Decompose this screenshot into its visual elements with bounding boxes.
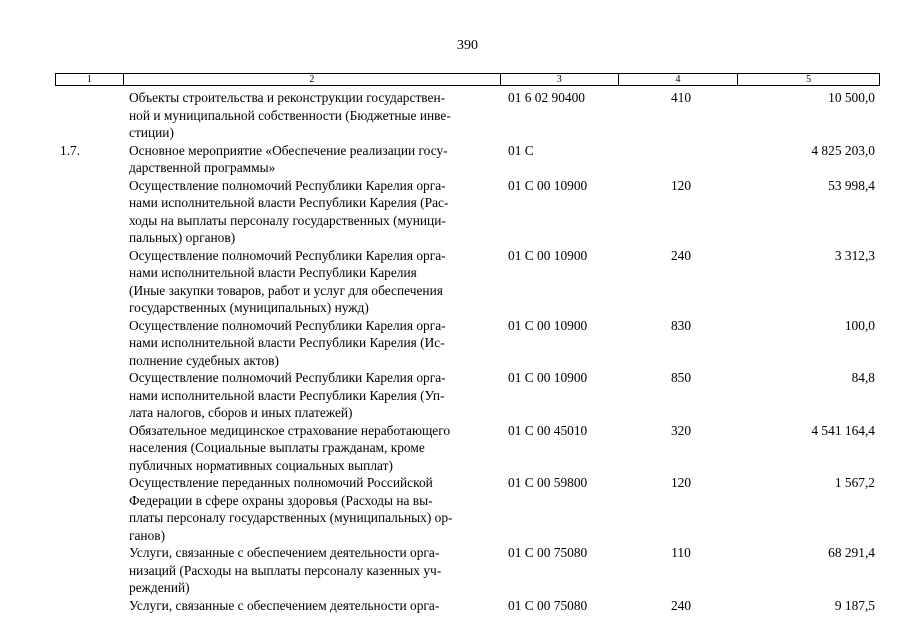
row-number (55, 177, 128, 247)
row-number: 1.7. (60, 142, 81, 158)
row-code: 01 С 00 10900 (508, 317, 588, 333)
row-expense-type (621, 142, 741, 177)
row-amount: 84,8 (851, 370, 875, 385)
description-line: Осуществление полномочий Республики Карелия орга- (129, 370, 446, 385)
row-amount: 4 541 164,4 (811, 422, 875, 438)
table-row (55, 597, 880, 615)
row-amount: 100,0 (844, 317, 875, 333)
row-number (55, 474, 128, 544)
table-row (55, 544, 880, 597)
row-number (55, 544, 128, 597)
table-body (55, 89, 880, 614)
row-expense-type: 240 (670, 247, 692, 263)
row-expense-type: 850 (670, 370, 692, 385)
row-description (128, 422, 505, 475)
description-line: нами исполнительной власти Республики Карелия (Ис- (129, 335, 445, 350)
column-header-5: 5 (806, 74, 812, 85)
row-amount: 4 825 203,0 (811, 142, 875, 158)
row-description (128, 317, 505, 370)
column-header-1: 1 (56, 74, 124, 85)
row-expense-type: 410 (670, 90, 692, 105)
table-row (55, 317, 880, 370)
row-description (128, 142, 505, 177)
row-expense-type: 830 (670, 317, 692, 333)
page-number: 390 (457, 38, 478, 53)
description-line: нами исполнительной власти Республики Карелия (Рас- (129, 195, 449, 210)
row-code: 01 С 00 59800 (508, 475, 588, 490)
row-number (55, 369, 128, 422)
row-code: 01 С 00 10900 (508, 177, 588, 193)
table-row (55, 247, 880, 317)
row-number (55, 317, 128, 370)
description-line: полнение судебных актов) (129, 352, 279, 368)
description-line: Услуги, связанные с обеспечением деятельности орга- (129, 597, 440, 613)
description-line: Осуществление полномочий Республики Карелия орга- (129, 317, 446, 333)
description-line: пальных) органов) (129, 230, 236, 245)
row-code: 01 С 00 45010 (508, 422, 588, 438)
description-line: нами исполнительной власти Республики Карелия (129, 265, 417, 280)
description-line: Основное мероприятие «Обеспечение реализации госу- (129, 142, 448, 158)
table-row (55, 89, 880, 142)
row-amount: 9 187,5 (834, 597, 875, 613)
description-line: реждений) (129, 580, 190, 595)
column-header-3: 3 (501, 74, 619, 85)
description-line: Услуги, связанные с обеспечением деятельности орга- (129, 545, 440, 560)
row-amount: 1 567,2 (834, 475, 875, 490)
description-line: государственных (муниципальных) нужд) (129, 300, 369, 315)
description-line: публичных нормативных социальных выплат) (129, 457, 393, 473)
row-description (128, 177, 505, 247)
row-expense-type: 110 (671, 545, 691, 560)
row-description (128, 544, 505, 597)
row-number (55, 89, 128, 142)
description-line: Осуществление полномочий Республики Карелия орга- (129, 247, 446, 263)
description-line: лата налогов, сборов и иных платежей) (129, 405, 353, 420)
row-expense-type: 120 (670, 177, 692, 193)
description-line: нами исполнительной власти Республики Карелия (Уп- (129, 387, 445, 403)
row-description (128, 597, 505, 615)
row-expense-type: 240 (670, 597, 692, 613)
row-amount: 53 998,4 (828, 177, 875, 193)
description-line: Осуществление полномочий Республики Карелия орга- (129, 177, 446, 193)
table-row (55, 177, 880, 247)
table-row (55, 422, 880, 475)
row-number (55, 597, 128, 615)
description-line: Объекты строительства и реконструкции государствен- (129, 90, 446, 105)
table-header (55, 73, 880, 86)
row-expense-type: 120 (670, 475, 692, 490)
column-header-4: 4 (619, 74, 739, 85)
table-row (55, 474, 880, 544)
row-description (128, 89, 505, 142)
description-line: населения (Социальные выплаты гражданам, кроме (129, 440, 425, 455)
row-amount: 10 500,0 (828, 90, 875, 105)
row-amount: 68 291,4 (828, 545, 875, 560)
description-line: ходы на выплаты персоналу государственных (муници- (129, 212, 446, 228)
row-code: 01 С 00 75080 (508, 545, 588, 560)
table-row (55, 142, 880, 177)
description-line: ной и муниципальной собственности (Бюджетные инве- (129, 107, 451, 123)
row-expense-type: 320 (670, 422, 692, 438)
row-code: 01 6 02 90400 (508, 90, 585, 105)
description-line: дарственной программы» (129, 160, 276, 175)
description-line: стиции) (129, 125, 174, 140)
description-line: платы персоналу государственных (муниципальных) ор- (129, 510, 453, 525)
description-line: низаций (Расходы на выплаты персоналу казенных уч- (129, 562, 442, 578)
table-row (55, 369, 880, 422)
row-description (128, 474, 505, 544)
row-code: 01 С 00 75080 (508, 597, 588, 613)
row-number (55, 247, 128, 317)
description-line: ганов) (129, 527, 166, 543)
row-description (128, 369, 505, 422)
row-number (55, 422, 128, 475)
row-code: 01 С (508, 142, 534, 158)
column-header-2: 2 (124, 74, 501, 85)
description-line: (Иные закупки товаров, работ и услуг для обеспечения (129, 282, 443, 298)
row-amount: 3 312,3 (834, 247, 875, 263)
row-description (128, 247, 505, 317)
row-code: 01 С 00 10900 (508, 370, 588, 385)
description-line: Обязательное медицинское страхование неработающего (129, 422, 451, 438)
row-code: 01 С 00 10900 (508, 247, 588, 263)
description-line: Осуществление переданных полномочий Российской (129, 475, 433, 490)
description-line: Федерации в сфере охраны здоровья (Расходы на вы- (129, 492, 433, 508)
